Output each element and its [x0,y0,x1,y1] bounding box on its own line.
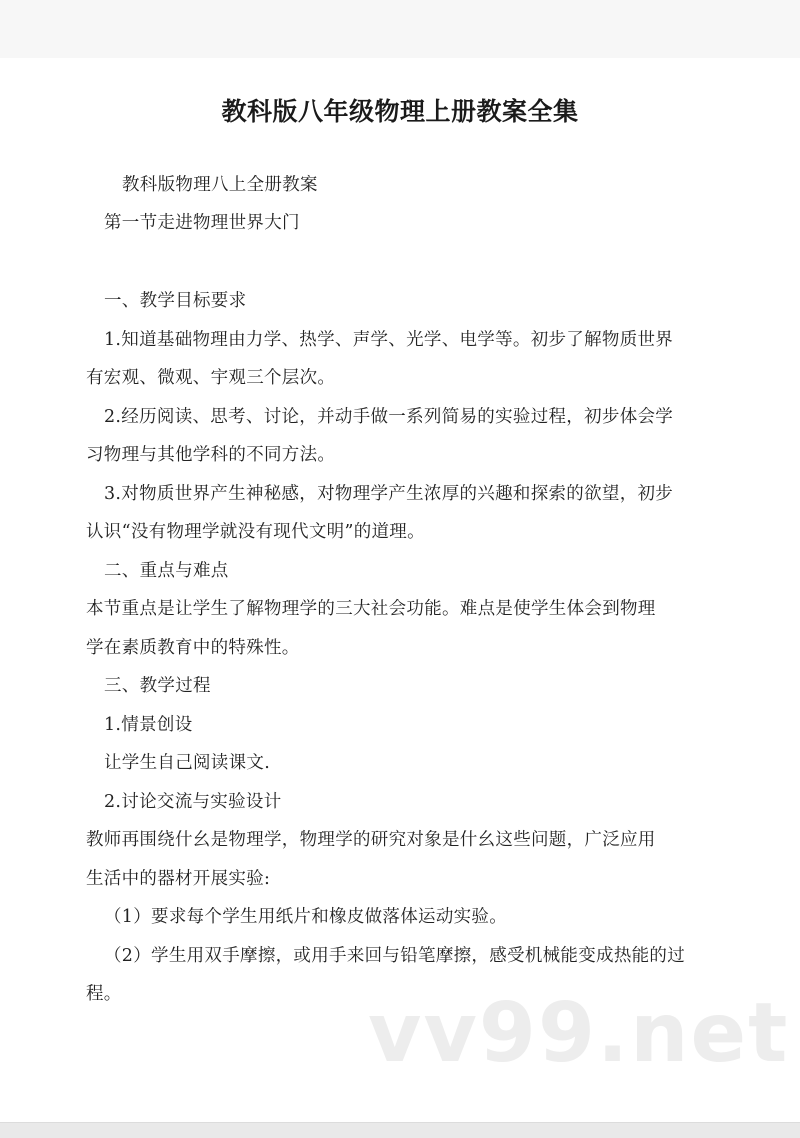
paragraph-line: 有宏观、微观、宇观三个层次。 [86,368,336,388]
paragraph-line: 本节重点是让学生了解物理学的三大社会功能。难点是使学生体会到物理 [86,599,656,619]
paragraph-line: （1）要求每个学生用纸片和橡皮做落体运动实验。 [104,907,508,927]
document-title: 教科版八年级物理上册教案全集 [221,97,579,126]
paragraph-line: 习物理与其他学科的不同方法。 [86,445,336,465]
viewer-bottom-bar [0,1122,800,1138]
paragraph-line: 认识“没有物理学就没有现代文明”的道理。 [86,522,425,542]
section-heading: 第一节走进物理世界大门 [104,213,300,233]
paragraph-line: 2.讨论交流与实验设计 [104,792,282,812]
heading-objectives: 一、教学目标要求 [104,291,247,311]
paragraph-line: 2.经历阅读、思考、讨论，并动手做一系列简易的实验过程，初步体会学 [104,407,674,427]
paragraph-line: 3.对物质世界产生神秘感，对物理学产生浓厚的兴趣和探索的欲望，初步 [104,484,674,504]
paragraph-line: 1.情景创设 [104,715,193,735]
viewer-top-bar [0,0,800,59]
paragraph-line: 让学生自己阅读课文. [104,753,271,773]
paragraph-line: 程。 [86,984,122,1004]
paragraph-line: 1.知道基础物理由力学、热学、声学、光学、电学等。初步了解物质世界 [104,330,674,350]
heading-process: 三、教学过程 [104,676,211,696]
paragraph-line: （2）学生用双手摩擦，或用手来回与铅笔摩擦，感受机械能变成热能的过 [104,946,686,966]
subtitle-line: 教科版物理八上全册教案 [122,175,318,195]
watermark: vv99.net [368,986,790,1081]
paragraph-line: 教师再围绕什幺是物理学，物理学的研究对象是什幺这些问题，广泛应用 [86,830,656,850]
paragraph-line: 学在素质教育中的特殊性。 [86,638,300,658]
paragraph-line: 生活中的器材开展实验: [86,869,271,889]
heading-key-points: 二、重点与难点 [104,561,229,581]
